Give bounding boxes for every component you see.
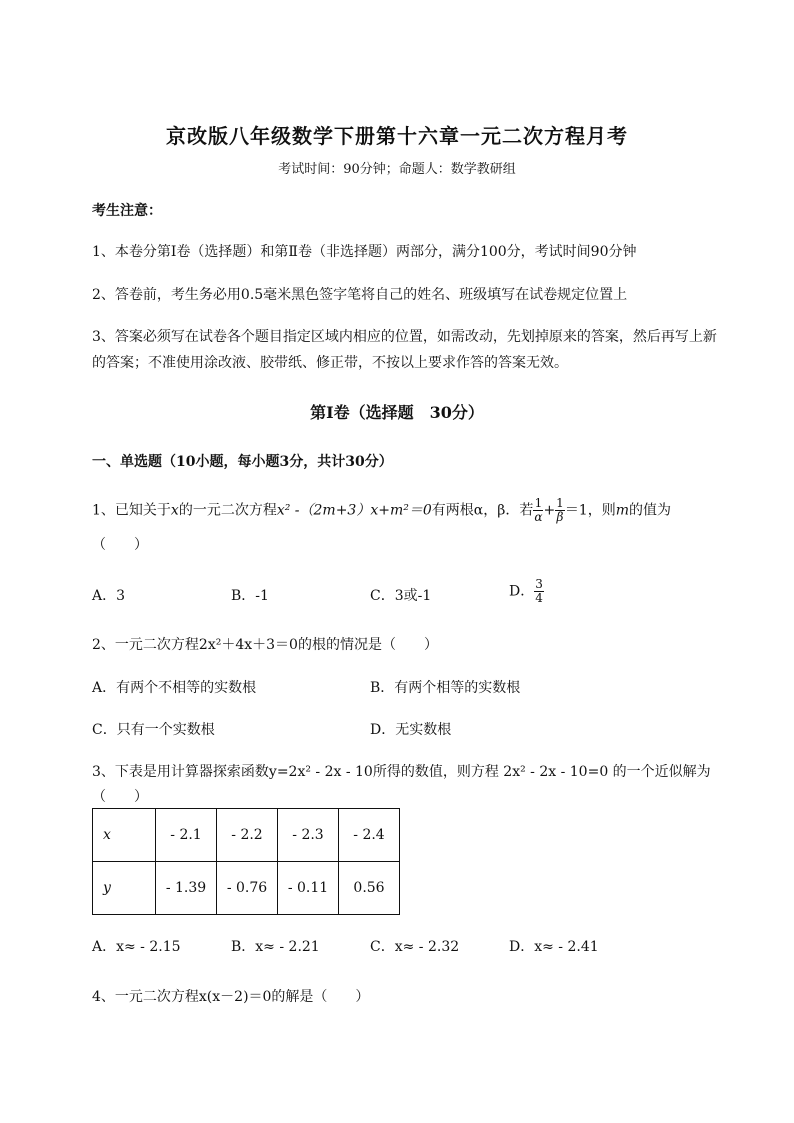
q1-fraction-alpha (533, 497, 543, 524)
q3-option-b[interactable]: B．x≈ - 2.21 (231, 939, 320, 955)
table-cell: - 0.76 (217, 862, 278, 915)
page-title: 京改版八年级数学下册第十六章一元二次方程月考 (166, 124, 628, 148)
fraction-denominator: α (534, 510, 543, 524)
question-1 (92, 497, 671, 524)
q2-option-d[interactable]: D．无实数根 (370, 722, 452, 738)
fraction-denominator: β (556, 510, 564, 524)
q1-option-d-label: D． (509, 583, 535, 600)
question-3: 3、下表是用计算器探索函数y=2x² - 2x - 10所得的数值，则方程 2x² - 2x - 10=0 的一个近似解为 (92, 764, 711, 780)
fraction-numerator: 1 (556, 496, 564, 510)
q2-option-a[interactable]: A．有两个不相等的实数根 (92, 680, 257, 696)
plus-sign: + (543, 502, 556, 519)
section-title: 第I卷（选择题 30分） (310, 403, 484, 422)
q1-text: ＝1，则 (564, 502, 616, 519)
table-row (93, 809, 400, 862)
q1-option-c[interactable]: C．3或-1 (370, 588, 432, 604)
q3-value-table (92, 808, 400, 915)
q1-text: 的一元二次方程 (178, 502, 277, 519)
q1-option-d[interactable] (509, 578, 544, 605)
table-cell: - 2.4 (339, 809, 400, 862)
note-1: 1、本卷分第I卷（选择题）和第Ⅱ卷（非选择题）两部分，满分100分，考试时间90分钟 (92, 244, 637, 260)
notes-heading: 考生注意： (92, 203, 162, 219)
q1-text: 有两根α，β．若 (431, 502, 534, 519)
q1-option-a[interactable]: A．3 (92, 588, 126, 604)
table-cell: - 2.1 (156, 809, 217, 862)
table-cell: - 0.11 (278, 862, 339, 915)
question-2: 2、一元二次方程2x²＋4x＋3＝0的根的情况是（ ） (92, 637, 438, 653)
exam-info: 考试时间：90分钟；命题人：数学教研组 (278, 162, 516, 177)
q1-var-x: x (170, 502, 179, 519)
note-3-continued: 的答案；不准使用涂改液、胶带纸、修正带，不按以上要求作答的答案无效。 (92, 355, 568, 371)
q3-option-a[interactable]: A．x≈ - 2.15 (92, 939, 181, 955)
q1-var-m: m (615, 502, 630, 519)
q3-option-d[interactable]: D．x≈ - 2.41 (509, 939, 599, 955)
q1-equation: x² -（2m+3）x+m²＝0 (276, 502, 432, 519)
q2-option-c[interactable]: C．只有一个实数根 (92, 722, 215, 738)
fraction-denominator: 4 (535, 591, 543, 605)
q3-option-c[interactable]: C．x≈ - 2.32 (370, 939, 460, 955)
table-cell: - 2.3 (278, 809, 339, 862)
table-cell: - 2.2 (217, 809, 278, 862)
q1-option-d-fraction (534, 578, 544, 605)
q1-text: 1、已知关于 (92, 502, 171, 519)
q1-fraction-beta (555, 497, 565, 524)
part-title: 一、单选题（10小题，每小题3分，共计30分） (92, 454, 393, 470)
q1-option-b[interactable]: B．-1 (231, 588, 269, 604)
fraction-numerator: 1 (534, 496, 543, 510)
q3-answer-paren: （ ） (92, 789, 148, 805)
table-cell: x (93, 809, 156, 862)
table-cell: 0.56 (339, 862, 400, 915)
table-row (93, 862, 400, 915)
q2-option-b[interactable]: B．有两个相等的实数根 (370, 680, 521, 696)
note-3: 3、答案必须写在试卷各个题目指定区域内相应的位置，如需改动，先划掉原来的答案，然后再写上新 (92, 329, 717, 345)
table-cell: y (93, 862, 156, 915)
table-cell: - 1.39 (156, 862, 217, 915)
q1-answer-paren: （ ） (92, 537, 148, 553)
note-2: 2、答卷前，考生务必用0.5毫米黑色签字笔将自己的姓名、班级填写在试卷规定位置上 (92, 287, 628, 303)
q1-text: 的值为 (629, 502, 672, 519)
fraction-numerator: 3 (535, 577, 543, 591)
question-4: 4、一元二次方程x(x－2)＝0的解是（ ） (92, 989, 370, 1005)
